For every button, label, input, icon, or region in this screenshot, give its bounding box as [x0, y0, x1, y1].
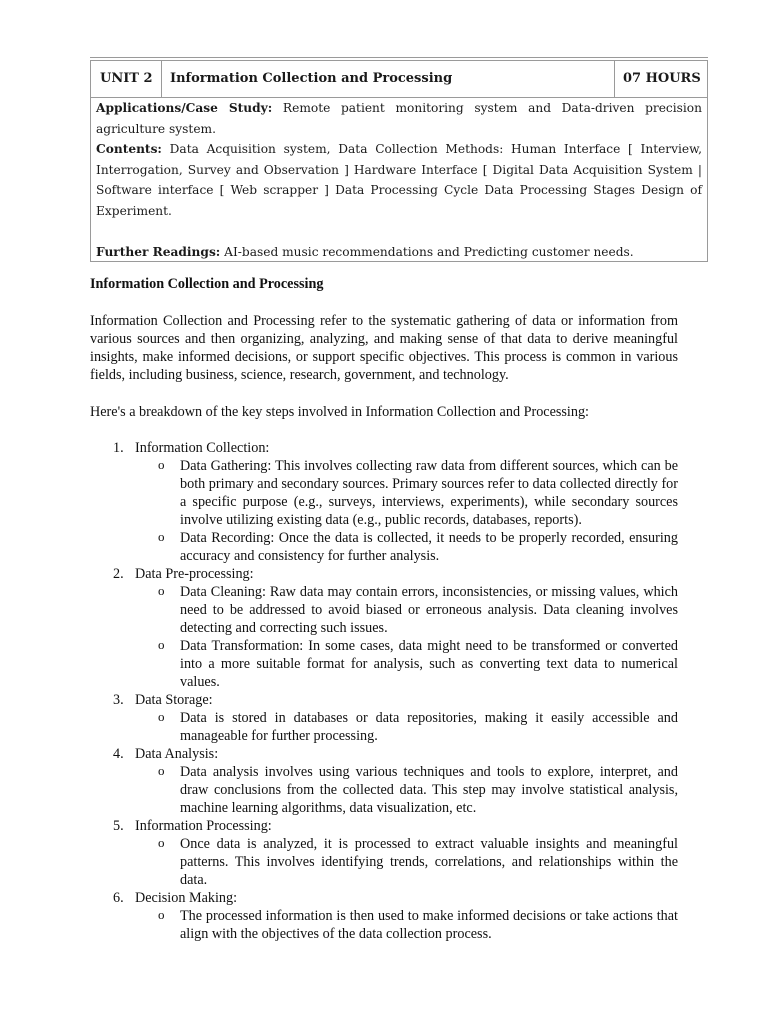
- top-rule-divider: [90, 57, 708, 58]
- intro-paragraph: Information Collection and Processing refer to the systematic gathering of data or information from various sources and then organizing, analyzing, and making sense of that data to derive meaningful insights, make informed decisions, or support specific objectives. This process is common in various fields, including business, science, research, government, and technology.: [90, 313, 678, 383]
- unit-label: UNIT 2: [100, 71, 153, 86]
- step-title: Data Analysis:: [135, 746, 219, 762]
- step-title: Data Storage:: [135, 692, 213, 708]
- further-readings-paragraph: [96, 242, 702, 263]
- sub-list: [135, 835, 678, 889]
- unit-body: [96, 98, 702, 263]
- step-number: 4.: [113, 746, 124, 762]
- sub-list: [135, 763, 678, 817]
- step-item: [90, 817, 678, 889]
- step-number: 1.: [113, 440, 124, 456]
- sub-item: [135, 709, 678, 745]
- applications-text: Remote patient monitoring system and Data-driven precision agriculture system.: [96, 101, 702, 136]
- step-title: Decision Making:: [135, 890, 238, 906]
- sub-item-text: Data Cleaning: Raw data may contain errors, inconsistencies, or missing values, which need to be addressed to avoid biased or erroneous analysis. Data cleaning involves detecting and correcting such issues.: [180, 584, 678, 636]
- header-divider: [614, 61, 615, 97]
- sub-item: [135, 529, 678, 565]
- bullet-icon: o: [158, 709, 165, 724]
- sub-item: [135, 907, 678, 943]
- sub-item-text: Data analysis involves using various techniques and tools to explore, interpret, and draw conclusions from the collected data. This step may involve statistical analysis, machine learning algorithms, data visualization, etc.: [180, 764, 678, 816]
- section-heading: Information Collection and Processing: [90, 276, 324, 292]
- syllabus-unit-box: [90, 60, 708, 262]
- step-item: [90, 745, 678, 817]
- sub-item: [135, 763, 678, 817]
- sub-list: [135, 709, 678, 745]
- unit-title: Information Collection and Processing: [170, 71, 453, 86]
- step-title: Data Pre-processing:: [135, 566, 254, 582]
- contents-label: Contents:: [96, 142, 162, 156]
- step-number: 5.: [113, 818, 124, 834]
- spacer: [96, 221, 702, 242]
- contents-text: Data Acquisition system, Data Collection Methods: Human Interface [ Interview, Interrogation, Survey and Observation ] Hardware Interface [ Digital Data Acquisition System | Software interface [ Web scrapper ] Data Processing Cycle Data Processing Stages Design of Experiment.: [96, 142, 702, 218]
- bullet-icon: o: [158, 457, 165, 472]
- bullet-icon: o: [158, 907, 165, 922]
- applications-paragraph: [96, 98, 702, 139]
- step-title: Information Collection:: [135, 440, 270, 456]
- bullet-icon: o: [158, 637, 165, 652]
- step-number: 3.: [113, 692, 124, 708]
- sub-item-text: Data Transformation: In some cases, data might need to be transformed or converted into a more suitable format for analysis, such as converting text data to numerical values.: [180, 638, 678, 690]
- sub-item: [135, 637, 678, 691]
- sub-item-text: Once data is analyzed, it is processed to extract valuable insights and meaningful patterns. This involves identifying trends, correlations, and relationships within the data.: [180, 836, 678, 888]
- sub-item: [135, 583, 678, 637]
- bullet-icon: o: [158, 583, 165, 598]
- header-divider: [161, 61, 162, 97]
- bullet-icon: o: [158, 835, 165, 850]
- document-body: [90, 274, 678, 943]
- step-item: [90, 691, 678, 745]
- step-number: 6.: [113, 890, 124, 906]
- bullet-icon: o: [158, 763, 165, 778]
- unit-hours: 07 HOURS: [623, 71, 701, 86]
- applications-label: Applications/Case Study:: [96, 101, 273, 115]
- lead-paragraph: Here's a breakdown of the key steps involved in Information Collection and Processing:: [90, 404, 590, 420]
- contents-paragraph: [96, 139, 702, 221]
- step-number: 2.: [113, 566, 124, 582]
- further-readings-label: Further Readings:: [96, 245, 221, 259]
- sub-item-text: Data Recording: Once the data is collected, it needs to be properly recorded, ensuring accuracy and consistency for further analysis.: [180, 530, 678, 564]
- sub-item-text: Data is stored in databases or data repositories, making it easily accessible and manageable for further processing.: [180, 710, 678, 744]
- sub-item: [135, 835, 678, 889]
- steps-list: [90, 439, 678, 943]
- sub-list: [135, 907, 678, 943]
- sub-list: [135, 583, 678, 691]
- bullet-icon: o: [158, 529, 165, 544]
- sub-item-text: The processed information is then used to make informed decisions or take actions that align with the objectives of the data collection process.: [180, 908, 678, 942]
- step-item: [90, 565, 678, 691]
- sub-item-text: Data Gathering: This involves collecting raw data from different sources, which can be both primary and secondary sources. Primary sources refer to data collected directly for a specific purpose (e.g., surveys, interviews, experiments), while secondary sources involve utilizing existing data (e.g., public records, databases, reports).: [180, 458, 678, 528]
- step-item: [90, 439, 678, 565]
- step-title: Information Processing:: [135, 818, 272, 834]
- sub-list: [135, 457, 678, 565]
- sub-item: [135, 457, 678, 529]
- step-item: [90, 889, 678, 943]
- further-readings-text: AI-based music recommendations and Predicting customer needs.: [220, 245, 634, 259]
- unit-header-row: [91, 61, 707, 98]
